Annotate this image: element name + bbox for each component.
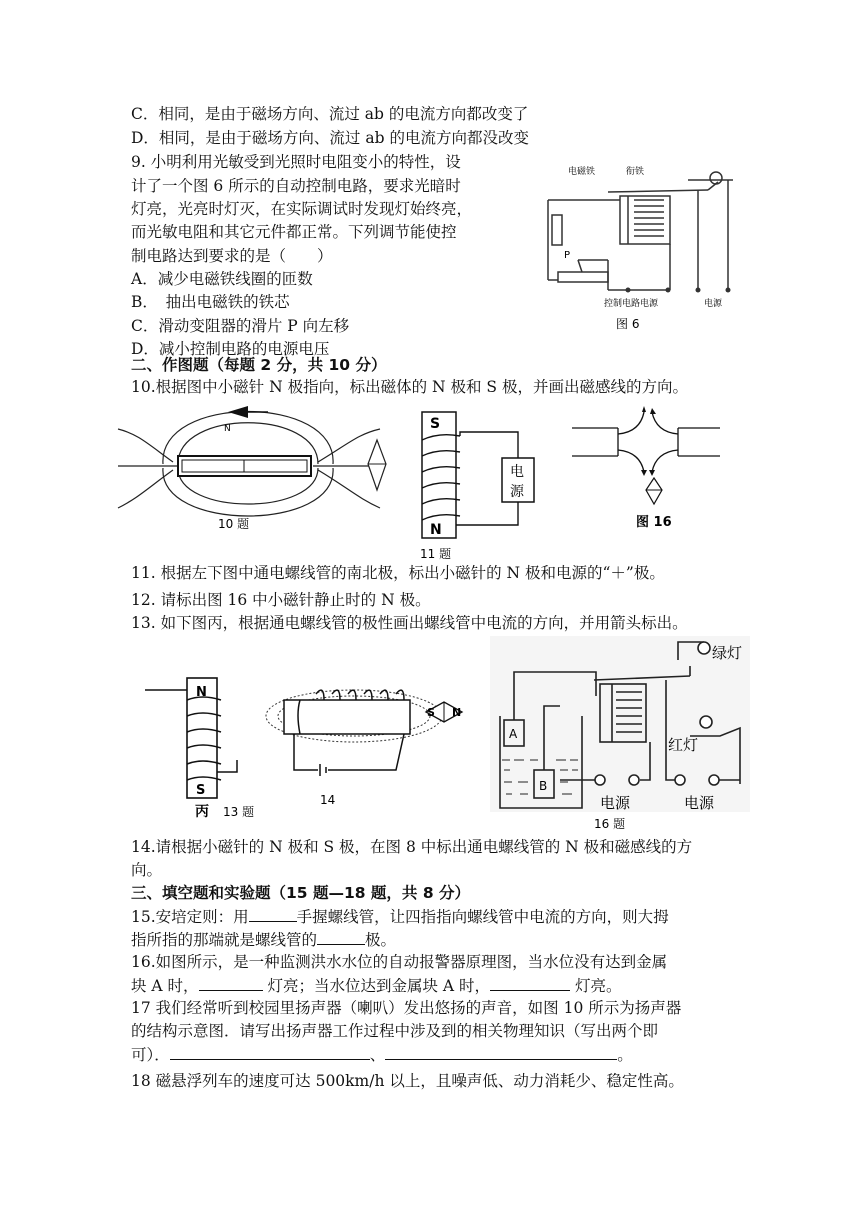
compass-needle-icon bbox=[366, 438, 388, 492]
answer-blank bbox=[385, 1043, 617, 1060]
question-11: 11. 根据左下图中通电螺线管的南北极，标出小磁针的 N 极和电源的“＋”极。 bbox=[131, 564, 665, 582]
question-13: 13. 如下图丙，根据通电螺线管的极性画出螺线管中电流的方向，并用箭头标出。 bbox=[131, 614, 688, 632]
figure-14-caption: 14 bbox=[320, 793, 336, 807]
q16-text-3: 灯亮。 bbox=[570, 977, 622, 995]
question-14-line-2: 向。 bbox=[131, 861, 163, 879]
question-14-line-1: 14.请根据小磁针的 N 极和 S 极，在图 8 中标出通电螺线管的 N 极和磁感线的方 bbox=[131, 838, 693, 856]
question-15-line-1 bbox=[131, 905, 669, 928]
compass-s-label: S bbox=[427, 706, 435, 719]
solenoid-n-label: N bbox=[196, 685, 207, 700]
label-power: 电源 bbox=[704, 299, 723, 309]
q15-text-3: 指所指的那端就是螺线管的 bbox=[131, 931, 318, 949]
block-b-label: B bbox=[539, 779, 548, 793]
label-control-power: 控制电路电源 bbox=[604, 299, 659, 309]
figure-13-solenoid bbox=[145, 670, 255, 820]
answer-blank bbox=[170, 1043, 370, 1060]
solenoid-s-label: S bbox=[196, 783, 206, 798]
power-label-right: 电源 bbox=[684, 794, 715, 812]
q15-text-2: 手握螺线管，让四指指向螺线管中电流的方向，则大拇 bbox=[296, 908, 669, 926]
option-c-line: C．相同，是由于磁场方向、流过 ab 的电流方向都改变了 bbox=[131, 105, 529, 123]
q17-text-1: 可）． bbox=[131, 1046, 170, 1064]
answer-blank bbox=[317, 928, 365, 945]
q16-text-1: 块 A 时， bbox=[131, 977, 199, 995]
figure-10-bar-magnet bbox=[118, 404, 400, 534]
block-a-label: A bbox=[509, 727, 518, 741]
figure-13-bing-label: 丙 bbox=[195, 804, 209, 820]
red-light-label: 红灯 bbox=[668, 736, 699, 754]
answer-blank bbox=[249, 905, 297, 922]
q17-text-2: 、 bbox=[369, 1046, 386, 1064]
label-electromagnet: 电磁铁 bbox=[568, 167, 596, 177]
q16-text-2: 灯亮；当水位达到金属块 A 时， bbox=[262, 977, 491, 995]
question-9-option-d: D．减小控制电路的电源电压 bbox=[131, 340, 330, 358]
question-17-line-2: 的结构示意图．请写出扬声器工作过程中涉及到的相关物理知识（写出两个即 bbox=[131, 1022, 659, 1040]
question-18: 18 磁悬浮列车的速度可达 500km/h 以上，且噪声低、动力消耗少、稳定性高。 bbox=[131, 1072, 684, 1090]
figure-6-control-circuit bbox=[538, 160, 748, 335]
question-9-line-5: 制电路达到要求的是（ ） bbox=[131, 247, 333, 265]
figure-11-solenoid bbox=[418, 410, 528, 560]
section-2-heading: 二、作图题（每题 2 分，共 10 分） bbox=[131, 356, 387, 374]
needle-n-label: N bbox=[224, 424, 231, 434]
answer-blank bbox=[490, 974, 570, 991]
label-slider-p: P bbox=[564, 250, 571, 261]
question-10: 10.根据图中小磁针 N 极指向，标出磁体的 N 极和 S 极，并画出磁感线的方向。 bbox=[131, 378, 688, 396]
figure-11-caption: 11 题 bbox=[420, 547, 452, 561]
figure-16-flood-alarm bbox=[490, 636, 750, 832]
answer-blank bbox=[199, 974, 263, 991]
power-label-left: 电源 bbox=[600, 794, 631, 812]
q15-text-4: 极。 bbox=[365, 931, 397, 949]
question-9-line-3: 灯亮，光亮时灯灭，在实际调试时发现灯始终亮， bbox=[131, 200, 473, 218]
q17-text-3: 。 bbox=[617, 1046, 633, 1064]
figure-14-solenoid bbox=[264, 670, 474, 810]
figure-16b-caption: 16 题 bbox=[594, 817, 626, 831]
figure-10-caption: 10 题 bbox=[218, 517, 250, 531]
solenoid-bottom-label: N bbox=[430, 522, 442, 538]
compass-n-label: N bbox=[452, 706, 462, 719]
figure-16-caption: 图 16 bbox=[636, 515, 672, 530]
label-armature: 衔铁 bbox=[626, 167, 645, 177]
q15-text-1: 15.安培定则：用 bbox=[131, 908, 249, 926]
question-16-line-1: 16.如图所示，是一种监测洪水水位的自动报警器原理图，当水位没有达到金属 bbox=[131, 953, 668, 971]
power-label-2: 源 bbox=[510, 484, 524, 500]
section-3-heading: 三、填空题和实验题（15 题—18 题，共 8 分） bbox=[131, 884, 471, 902]
small-compass-icon bbox=[424, 698, 464, 728]
question-9-option-c: C．滑动变阻器的滑片 P 向左移 bbox=[131, 317, 350, 335]
question-9-option-b: B． 抽出电磁铁的铁芯 bbox=[131, 293, 290, 311]
figure-16-magnets bbox=[570, 408, 740, 530]
question-17-line-1: 17 我们经常听到校园里扬声器（喇叭）发出悠扬的声音，如图 10 所示为扬声器 bbox=[131, 999, 682, 1017]
option-d-line: D．相同，是由于磁场方向、流过 ab 的电流方向都没改变 bbox=[131, 129, 529, 147]
question-9-line-2: 计了一个图 6 所示的自动控制电路，要求光暗时 bbox=[131, 177, 461, 195]
question-17-line-3 bbox=[131, 1043, 633, 1066]
figure-13-caption: 13 题 bbox=[223, 805, 255, 819]
question-9-option-a: A．减少电磁铁线圈的匝数 bbox=[131, 270, 313, 288]
green-light-label: 绿灯 bbox=[712, 644, 743, 662]
question-9-line-1: 9. 小明利用光敏受到光照时电阻变小的特性，设 bbox=[131, 153, 461, 171]
question-15-line-2 bbox=[131, 928, 396, 951]
question-9-line-4: 而光敏电阻和其它元件都正常。下列调节能使控 bbox=[131, 223, 457, 241]
question-16-line-2 bbox=[131, 974, 621, 997]
solenoid-top-label: S bbox=[430, 416, 441, 432]
power-label-1: 电 bbox=[510, 464, 524, 480]
question-12: 12. 请标出图 16 中小磁针静止时的 N 极。 bbox=[131, 591, 431, 609]
figure-6-caption: 图 6 bbox=[616, 317, 640, 331]
